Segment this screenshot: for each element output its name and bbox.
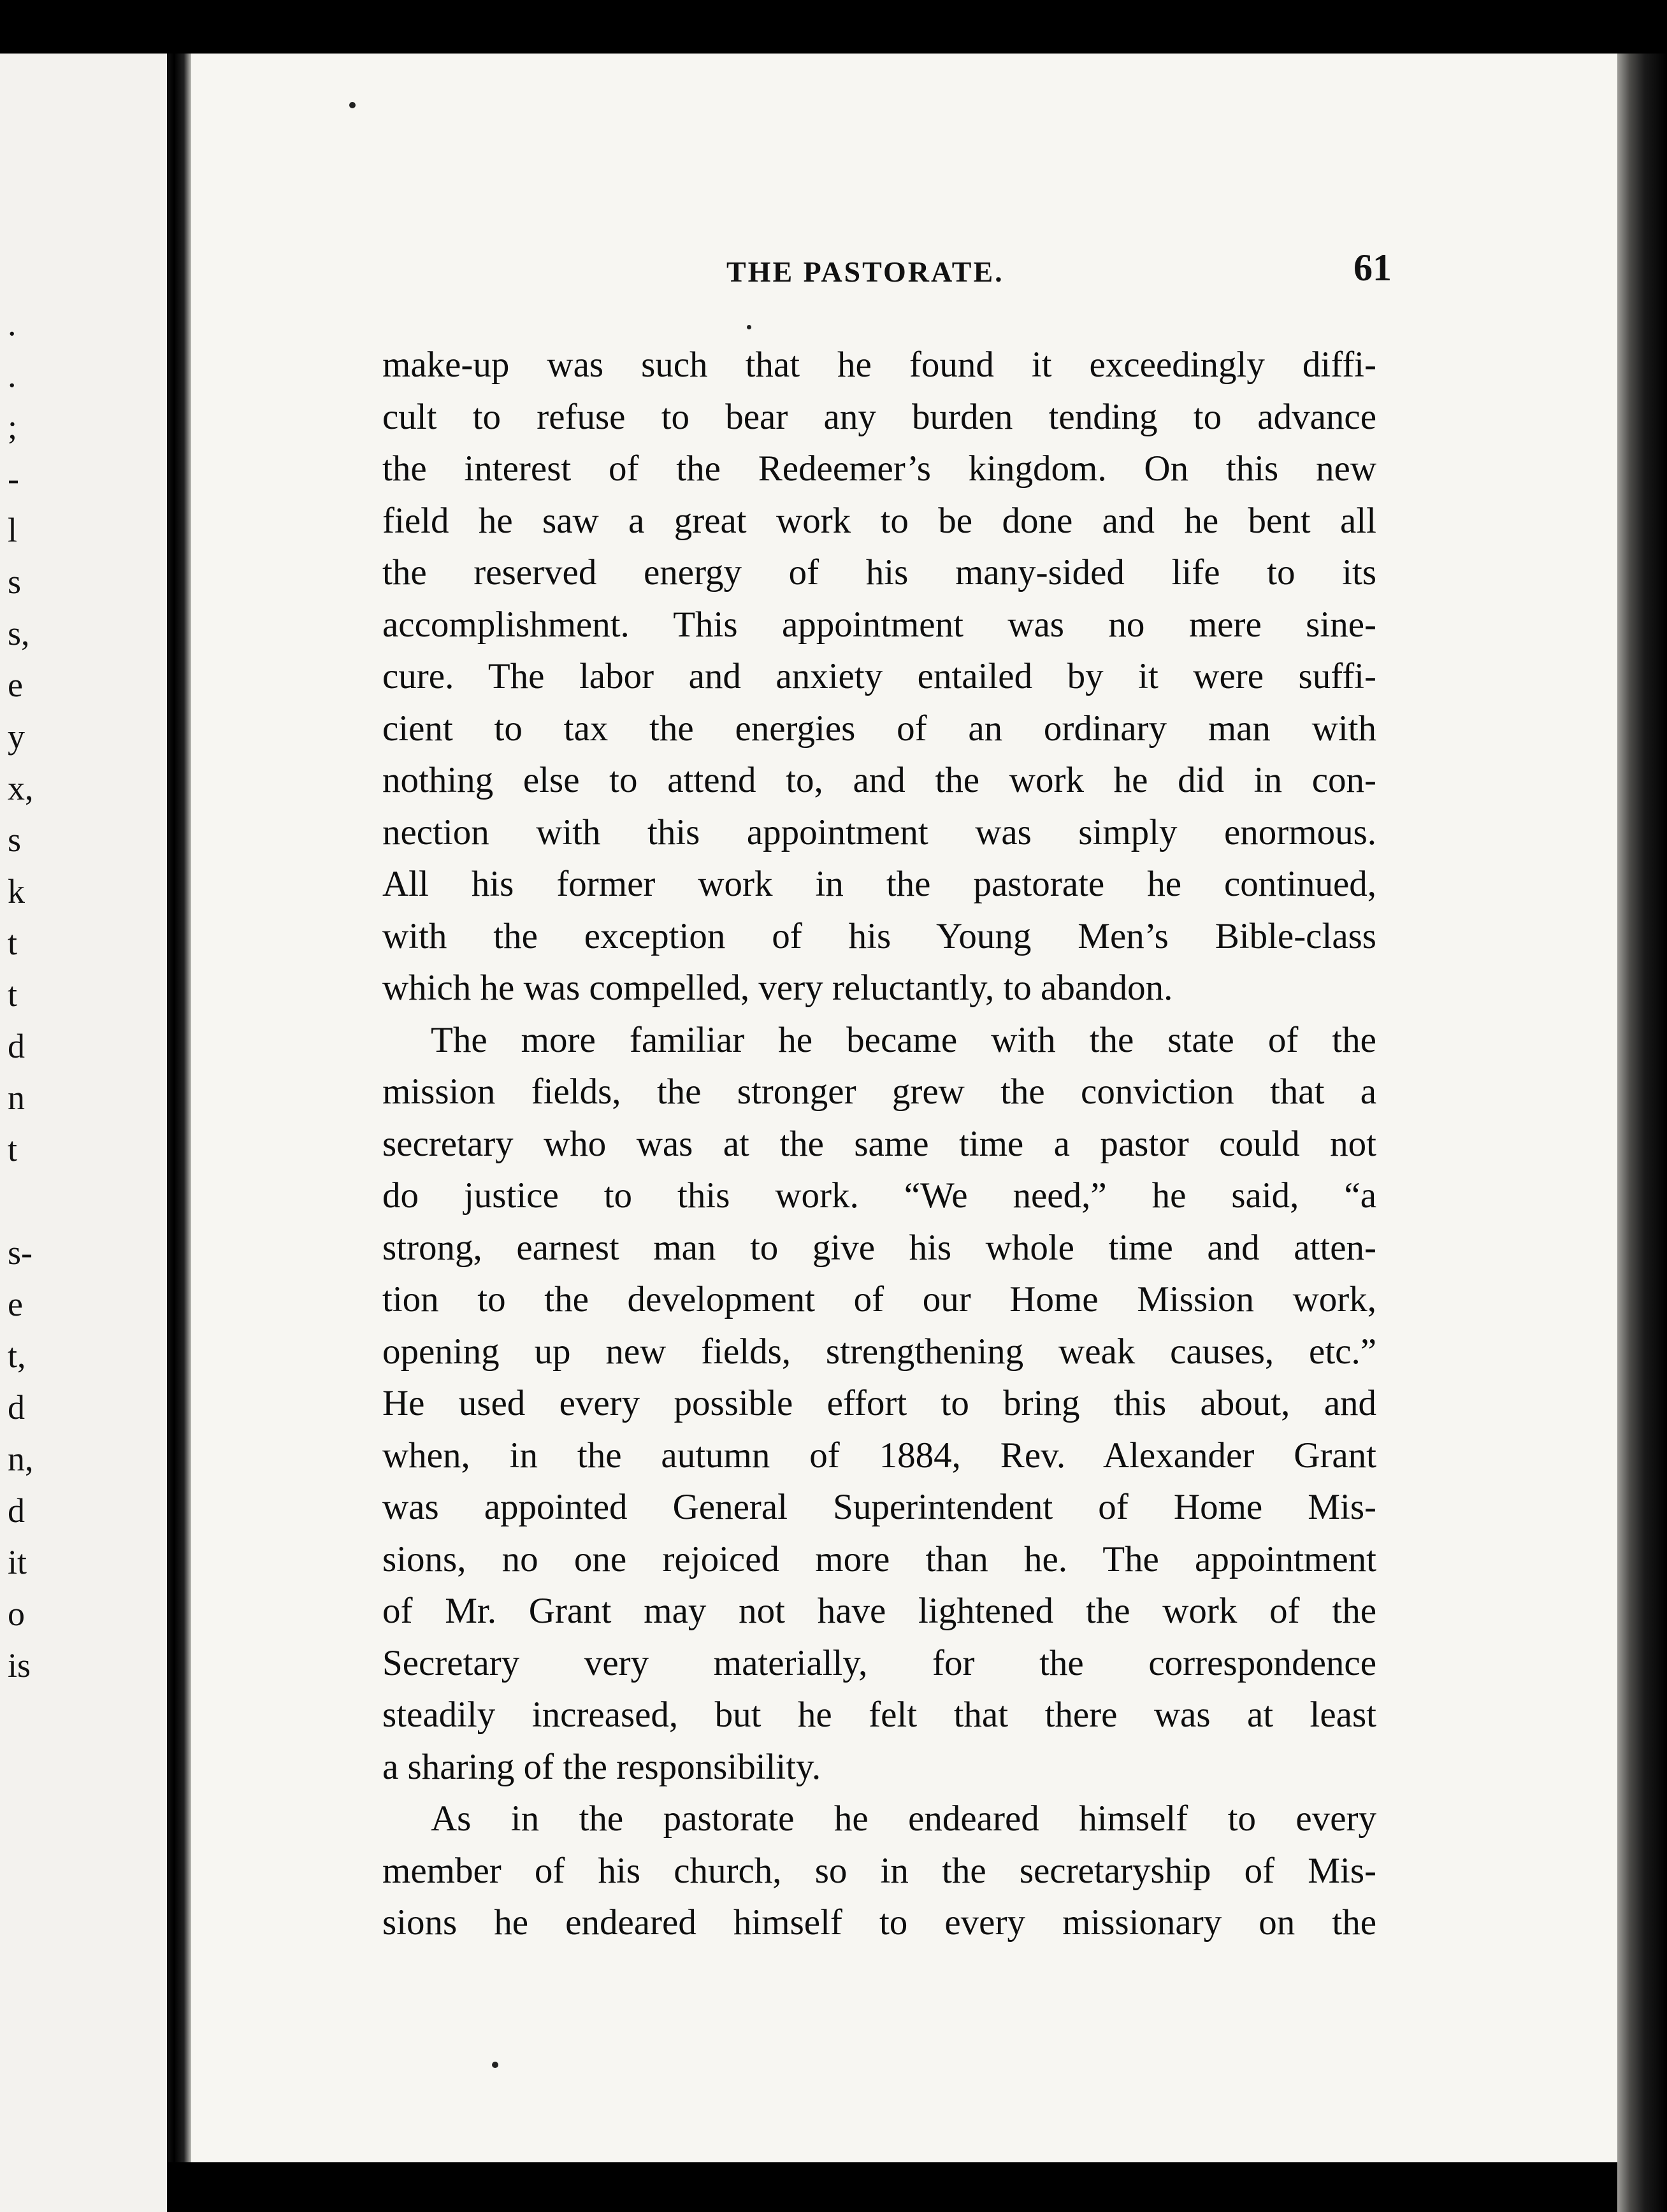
text-line: mission fields, the stronger grew the conviction that a (382, 1072, 1376, 1112)
facing-page-fragment: e (8, 666, 23, 704)
text-line: He used every possible effort to bring this about, and (382, 1383, 1376, 1423)
facing-page-fragment: o (8, 1595, 25, 1633)
facing-page-fragment (8, 247, 161, 298)
print-speck (492, 2062, 498, 2068)
facing-page-fragment: d (8, 1388, 25, 1426)
facing-page-fragment: - (8, 459, 19, 498)
print-speck (747, 325, 751, 329)
text-line: cure. The labor and anxiety entailed by it were suffi- (382, 656, 1376, 696)
text-line: opening up new fields, strengthening weak causes, etc.” (382, 1331, 1376, 1372)
facing-page-fragment (8, 92, 161, 143)
text-line: nothing else to attend to, and the work he did in con- (382, 760, 1376, 800)
facing-page-fragment: it (8, 1543, 27, 1581)
facing-page-fragment: y (8, 717, 25, 756)
text-line: a sharing of the responsibility. (382, 1746, 821, 1787)
facing-page-fragment: . (8, 356, 17, 394)
text-line: All his former work in the pastorate he continued, (382, 864, 1376, 904)
text-line: cult to refuse to bear any burden tending to advance (382, 396, 1376, 437)
facing-page-fragment: is (8, 1646, 31, 1684)
facing-page-fragment: k (8, 872, 25, 910)
facing-page-fragment: d (8, 1027, 25, 1065)
text-line: sions he endeared himself to every missionary on the (382, 1902, 1376, 1943)
text-line: was appointed General Superintendent of Home Mis- (382, 1487, 1376, 1527)
text-line: do justice to this work. “We need,” he said, “a (382, 1175, 1376, 1216)
facing-page-fragment: t (8, 924, 18, 962)
facing-page-fragment (8, 1175, 161, 1227)
text-line: the interest of the Redeemer’s kingdom. On this new (382, 449, 1376, 489)
facing-page-text-fragments (8, 92, 161, 1691)
text-line: As in the pastorate he endeared himself to every (431, 1799, 1376, 1839)
facing-page (0, 54, 167, 2212)
facing-page-fragment (8, 143, 161, 195)
text-line: tion to the development of our Home Mission work, (382, 1279, 1376, 1319)
book-gutter (167, 54, 191, 2212)
facing-page-fragment: d (8, 1491, 25, 1530)
text-line: accomplishment. This appointment was no mere sine- (382, 604, 1376, 645)
facing-page-fragment: n, (8, 1440, 34, 1478)
facing-page-fragment: . (8, 305, 17, 343)
text-line: nection with this appointment was simply enormous. (382, 812, 1376, 852)
text-line: secretary who was at the same time a pastor could not (382, 1123, 1376, 1164)
text-line: of Mr. Grant may not have lightened the work of the (382, 1591, 1376, 1631)
facing-page-fragment: s, (8, 614, 30, 652)
text-line: steadily increased, but he felt that there was at least (382, 1695, 1376, 1735)
text-line: Secretary very materially, for the correspondence (382, 1642, 1376, 1683)
facing-page-fragment: t, (8, 1337, 26, 1375)
facing-page-fragment: x, (8, 769, 34, 807)
facing-page-fragment: s (8, 821, 22, 859)
page-bottom-border (167, 2162, 1617, 2212)
facing-page-fragment (8, 195, 161, 247)
page-edge-shadow (1617, 54, 1667, 2212)
print-speck (349, 102, 356, 108)
facing-page-fragment: s (8, 563, 22, 601)
body-text (382, 339, 1376, 1949)
facing-page-fragment: e (8, 1285, 23, 1323)
text-line: sions, no one rejoiced more than he. The appointment (382, 1539, 1376, 1579)
text-line: field he saw a great work to be done and he bent all (382, 500, 1376, 541)
text-line: The more familiar he became with the state of the (431, 1019, 1376, 1060)
text-line: strong, earnest man to give his whole time and atten- (382, 1227, 1376, 1268)
text-line: when, in the autumn of 1884, Rev. Alexander Grant (382, 1435, 1376, 1476)
facing-page-fragment: s- (8, 1233, 32, 1272)
text-line: make-up was such that he found it exceedingly diffi- (382, 345, 1376, 385)
text-line: member of his church, so in the secretaryship of Mis- (382, 1850, 1376, 1891)
text-line: with the exception of his Young Men’s Bible-class (382, 916, 1376, 956)
page-number: 61 (1353, 247, 1392, 289)
facing-page-fragment: ; (8, 408, 18, 446)
facing-page-fragment: n (8, 1079, 25, 1117)
text-line: the reserved energy of his many-sided life to its (382, 552, 1376, 592)
facing-page-fragment: t (8, 975, 18, 1014)
text-line: which he was compelled, very reluctantly, to abandon. (382, 968, 1173, 1008)
text-line: cient to tax the energies of an ordinary man with (382, 708, 1376, 749)
facing-page-fragment: t (8, 1130, 18, 1168)
facing-page-fragment: l (8, 511, 18, 549)
running-head: THE PASTORATE. (726, 255, 1004, 288)
